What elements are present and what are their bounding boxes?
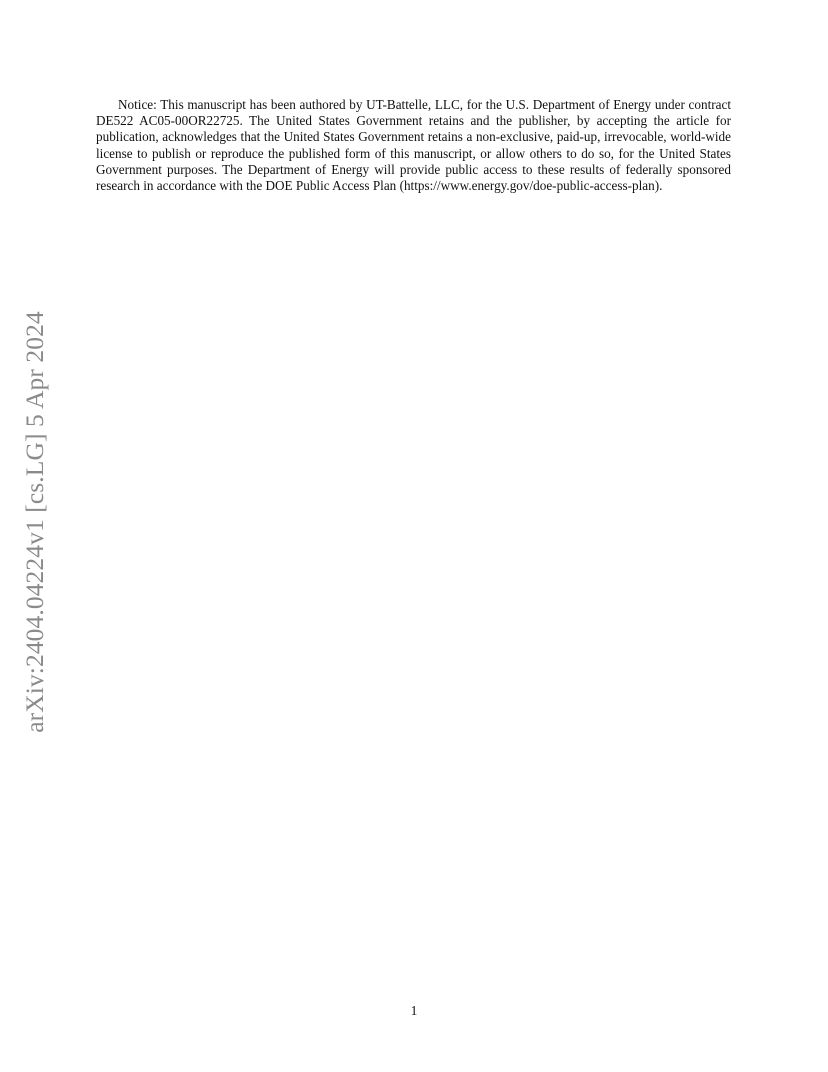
page-number: 1 — [410, 1003, 418, 1018]
arxiv-identifier-stamp: arXiv:2404.04224v1 [cs.LG] 5 Apr 2024 — [20, 311, 49, 733]
copyright-notice-paragraph: Notice: This manuscript has been authored by UT-Battelle, LLC, for the U.S. Department of Energy under contract DE522 AC05-00OR22725. The United States Government retains and the publisher, by accepting the article for publication, acknowledges that the United States Government retains a non-exclusive, paid-up, irrevocable, world-wide license to publish or reproduce the published form of this manuscript, or allow others to do so, for the United States Government purposes. The Department of Energy will provide public access to these results of federally sponsored research in accordance with the DOE Public Access Plan (https://www.energy.gov/doe-public-access-plan). — [96, 97, 731, 194]
